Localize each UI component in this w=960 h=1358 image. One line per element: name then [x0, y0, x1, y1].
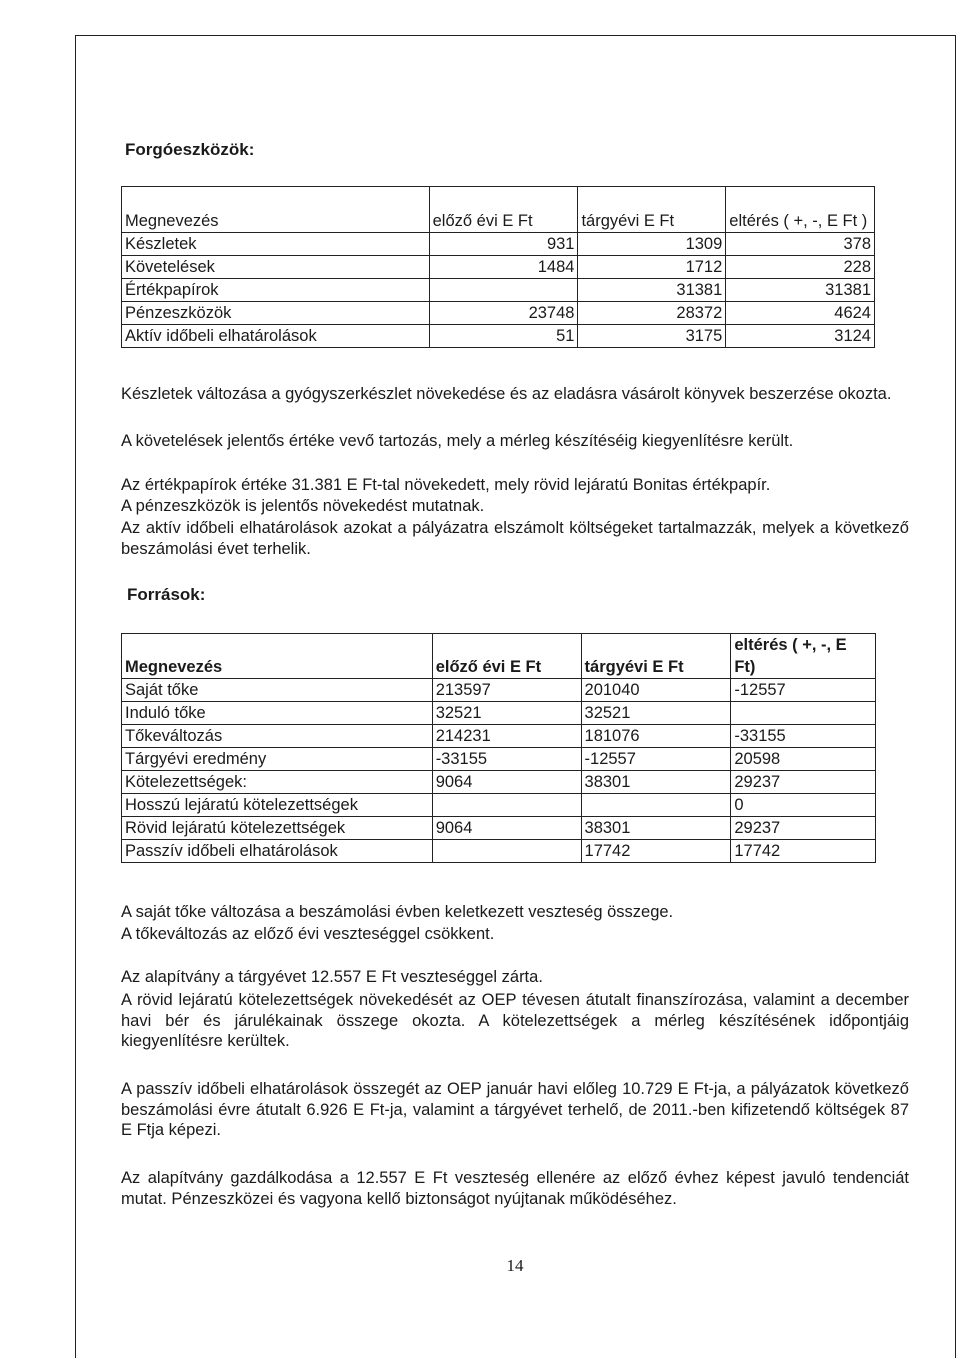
table-cell: 20598 — [731, 748, 876, 771]
assets-table — [121, 186, 875, 348]
table-cell: Hosszú lejáratú kötelezettségek — [122, 794, 433, 817]
table-cell: 9064 — [432, 817, 581, 840]
table-cell: 1484 — [429, 256, 578, 279]
header-cell: Megnevezés — [122, 634, 433, 679]
table-cell: 378 — [726, 233, 875, 256]
table-cell: 3175 — [578, 325, 726, 348]
table-cell: 181076 — [581, 725, 731, 748]
assets-note-cash: A pénzeszközök is jelentős növekedést mutatnak. — [121, 497, 485, 515]
table-cell — [731, 702, 876, 725]
page-number: 14 — [506, 1256, 524, 1275]
table-cell: 31381 — [726, 279, 875, 302]
table-cell: 31381 — [578, 279, 726, 302]
table-cell: 38301 — [581, 817, 731, 840]
table-cell — [429, 279, 578, 302]
sources-note-summary: Az alapítvány gazdálkodása a 12.557 E Ft veszteség ellenére az előző évhez képest javuló tendenciát mutat. Pénzeszközei és vagyona kellő biztonságot nyújtanak működéséhez. — [121, 1169, 909, 1208]
table-cell: Rövid lejáratú kötelezettségek — [122, 817, 433, 840]
table-cell: 214231 — [432, 725, 581, 748]
header-cell: eltérés ( +, -, E Ft) — [731, 634, 876, 679]
table-cell: -33155 — [432, 748, 581, 771]
sources-note-deferred: A passzív időbeli elhatárolások összegét az OEP január havi előleg 10.729 E Ft-ja, a pályázatok következő beszámolási évre átutalt 6.926 E Ft-ja, valamint a tárgyévet terhelő, de 2011.-ben kifizetendő költségek 87 E Ftja képezi. — [121, 1080, 909, 1139]
sources-note-equity: A saját tőke változása a beszámolási évben keletkezett veszteség összege. — [121, 903, 674, 921]
table-header-row — [122, 187, 875, 233]
table-row — [122, 840, 876, 863]
table-row — [122, 679, 876, 702]
table-cell: 931 — [429, 233, 578, 256]
header-cell: előző évi E Ft — [432, 634, 581, 679]
table-cell: Pénzeszközök — [122, 302, 430, 325]
sources-note-liabilities: A rövid lejáratú kötelezettségek növekedését az OEP tévesen átutalt finanszírozása, valamint a december havi bér és járulékainak összege okozta. A kötelezettségek a mérleg készítésének időpontjáig kiegyenlítésre kerültek. — [121, 991, 909, 1050]
table-cell: 9064 — [432, 771, 581, 794]
table-cell: Saját tőke — [122, 679, 433, 702]
sources-note-capital-change: A tőkeváltozás az előző évi veszteséggel csökkent. — [121, 925, 495, 943]
assets-note-securities: Az értékpapírok értéke 31.381 E Ft-tal növekedett, mely rövid lejáratú Bonitas értékpapír. — [121, 476, 771, 494]
table-cell: 29237 — [731, 817, 876, 840]
table-cell: 17742 — [731, 840, 876, 863]
table-row — [122, 302, 875, 325]
table-row — [122, 256, 875, 279]
table-cell: -33155 — [731, 725, 876, 748]
table-cell: Tőkeváltozás — [122, 725, 433, 748]
table-row — [122, 817, 876, 840]
header-cell: tárgyévi E Ft — [578, 187, 726, 233]
table-cell: 4624 — [726, 302, 875, 325]
sources-table — [121, 633, 876, 863]
table-cell: 51 — [429, 325, 578, 348]
table-cell: Aktív időbeli elhatárolások — [122, 325, 430, 348]
table-cell: 23748 — [429, 302, 578, 325]
table-cell: 201040 — [581, 679, 731, 702]
assets-note-accruals: Az aktív időbeli elhatárolások azokat a pályázatra elszámolt költségeket tartalmazzák, melyek a következő beszámolási évet terhelik. — [121, 519, 909, 558]
table-cell: Követelések — [122, 256, 430, 279]
table-cell: Készletek — [122, 233, 430, 256]
table-cell: 213597 — [432, 679, 581, 702]
table-header-row — [122, 634, 876, 679]
table-cell: 3124 — [726, 325, 875, 348]
table-cell: Passzív időbeli elhatárolások — [122, 840, 433, 863]
table-cell: -12557 — [731, 679, 876, 702]
table-row — [122, 233, 875, 256]
table-cell — [432, 794, 581, 817]
table-cell: Tárgyévi eredmény — [122, 748, 433, 771]
assets-note-inventory: Készletek változása a gyógyszerkészlet növekedése és az eladásra vásárolt könyvek beszerzése okozta. — [121, 385, 892, 403]
table-cell: 1309 — [578, 233, 726, 256]
table-cell: 17742 — [581, 840, 731, 863]
assets-note-receivables: A követelések jelentős értéke vevő tartozás, mely a mérleg készítéséig kiegyenlítésre került. — [121, 432, 794, 450]
table-cell: 0 — [731, 794, 876, 817]
table-cell: Kötelezettségek: — [122, 771, 433, 794]
table-cell: 228 — [726, 256, 875, 279]
table-row — [122, 279, 875, 302]
table-cell: Értékpapírok — [122, 279, 430, 302]
table-row — [122, 748, 876, 771]
table-cell: 38301 — [581, 771, 731, 794]
table-cell: 32521 — [432, 702, 581, 725]
header-cell: előző évi E Ft — [429, 187, 578, 233]
assets-heading: Forgóeszközök: — [125, 140, 255, 159]
table-cell — [432, 840, 581, 863]
header-cell: tárgyévi E Ft — [581, 634, 731, 679]
sources-heading: Források: — [127, 585, 206, 604]
table-row — [122, 771, 876, 794]
table-row — [122, 725, 876, 748]
table-cell: -12557 — [581, 748, 731, 771]
sources-note-result: Az alapítvány a tárgyévet 12.557 E Ft veszteséggel zárta. — [121, 968, 543, 986]
table-row — [122, 325, 875, 348]
table-cell: 28372 — [578, 302, 726, 325]
header-cell: eltérés ( +, -, E Ft ) — [726, 187, 875, 233]
table-row — [122, 702, 876, 725]
table-cell: 29237 — [731, 771, 876, 794]
table-cell: 32521 — [581, 702, 731, 725]
table-cell: Induló tőke — [122, 702, 433, 725]
table-row — [122, 794, 876, 817]
header-cell: Megnevezés — [122, 187, 430, 233]
table-cell — [581, 794, 731, 817]
table-cell: 1712 — [578, 256, 726, 279]
